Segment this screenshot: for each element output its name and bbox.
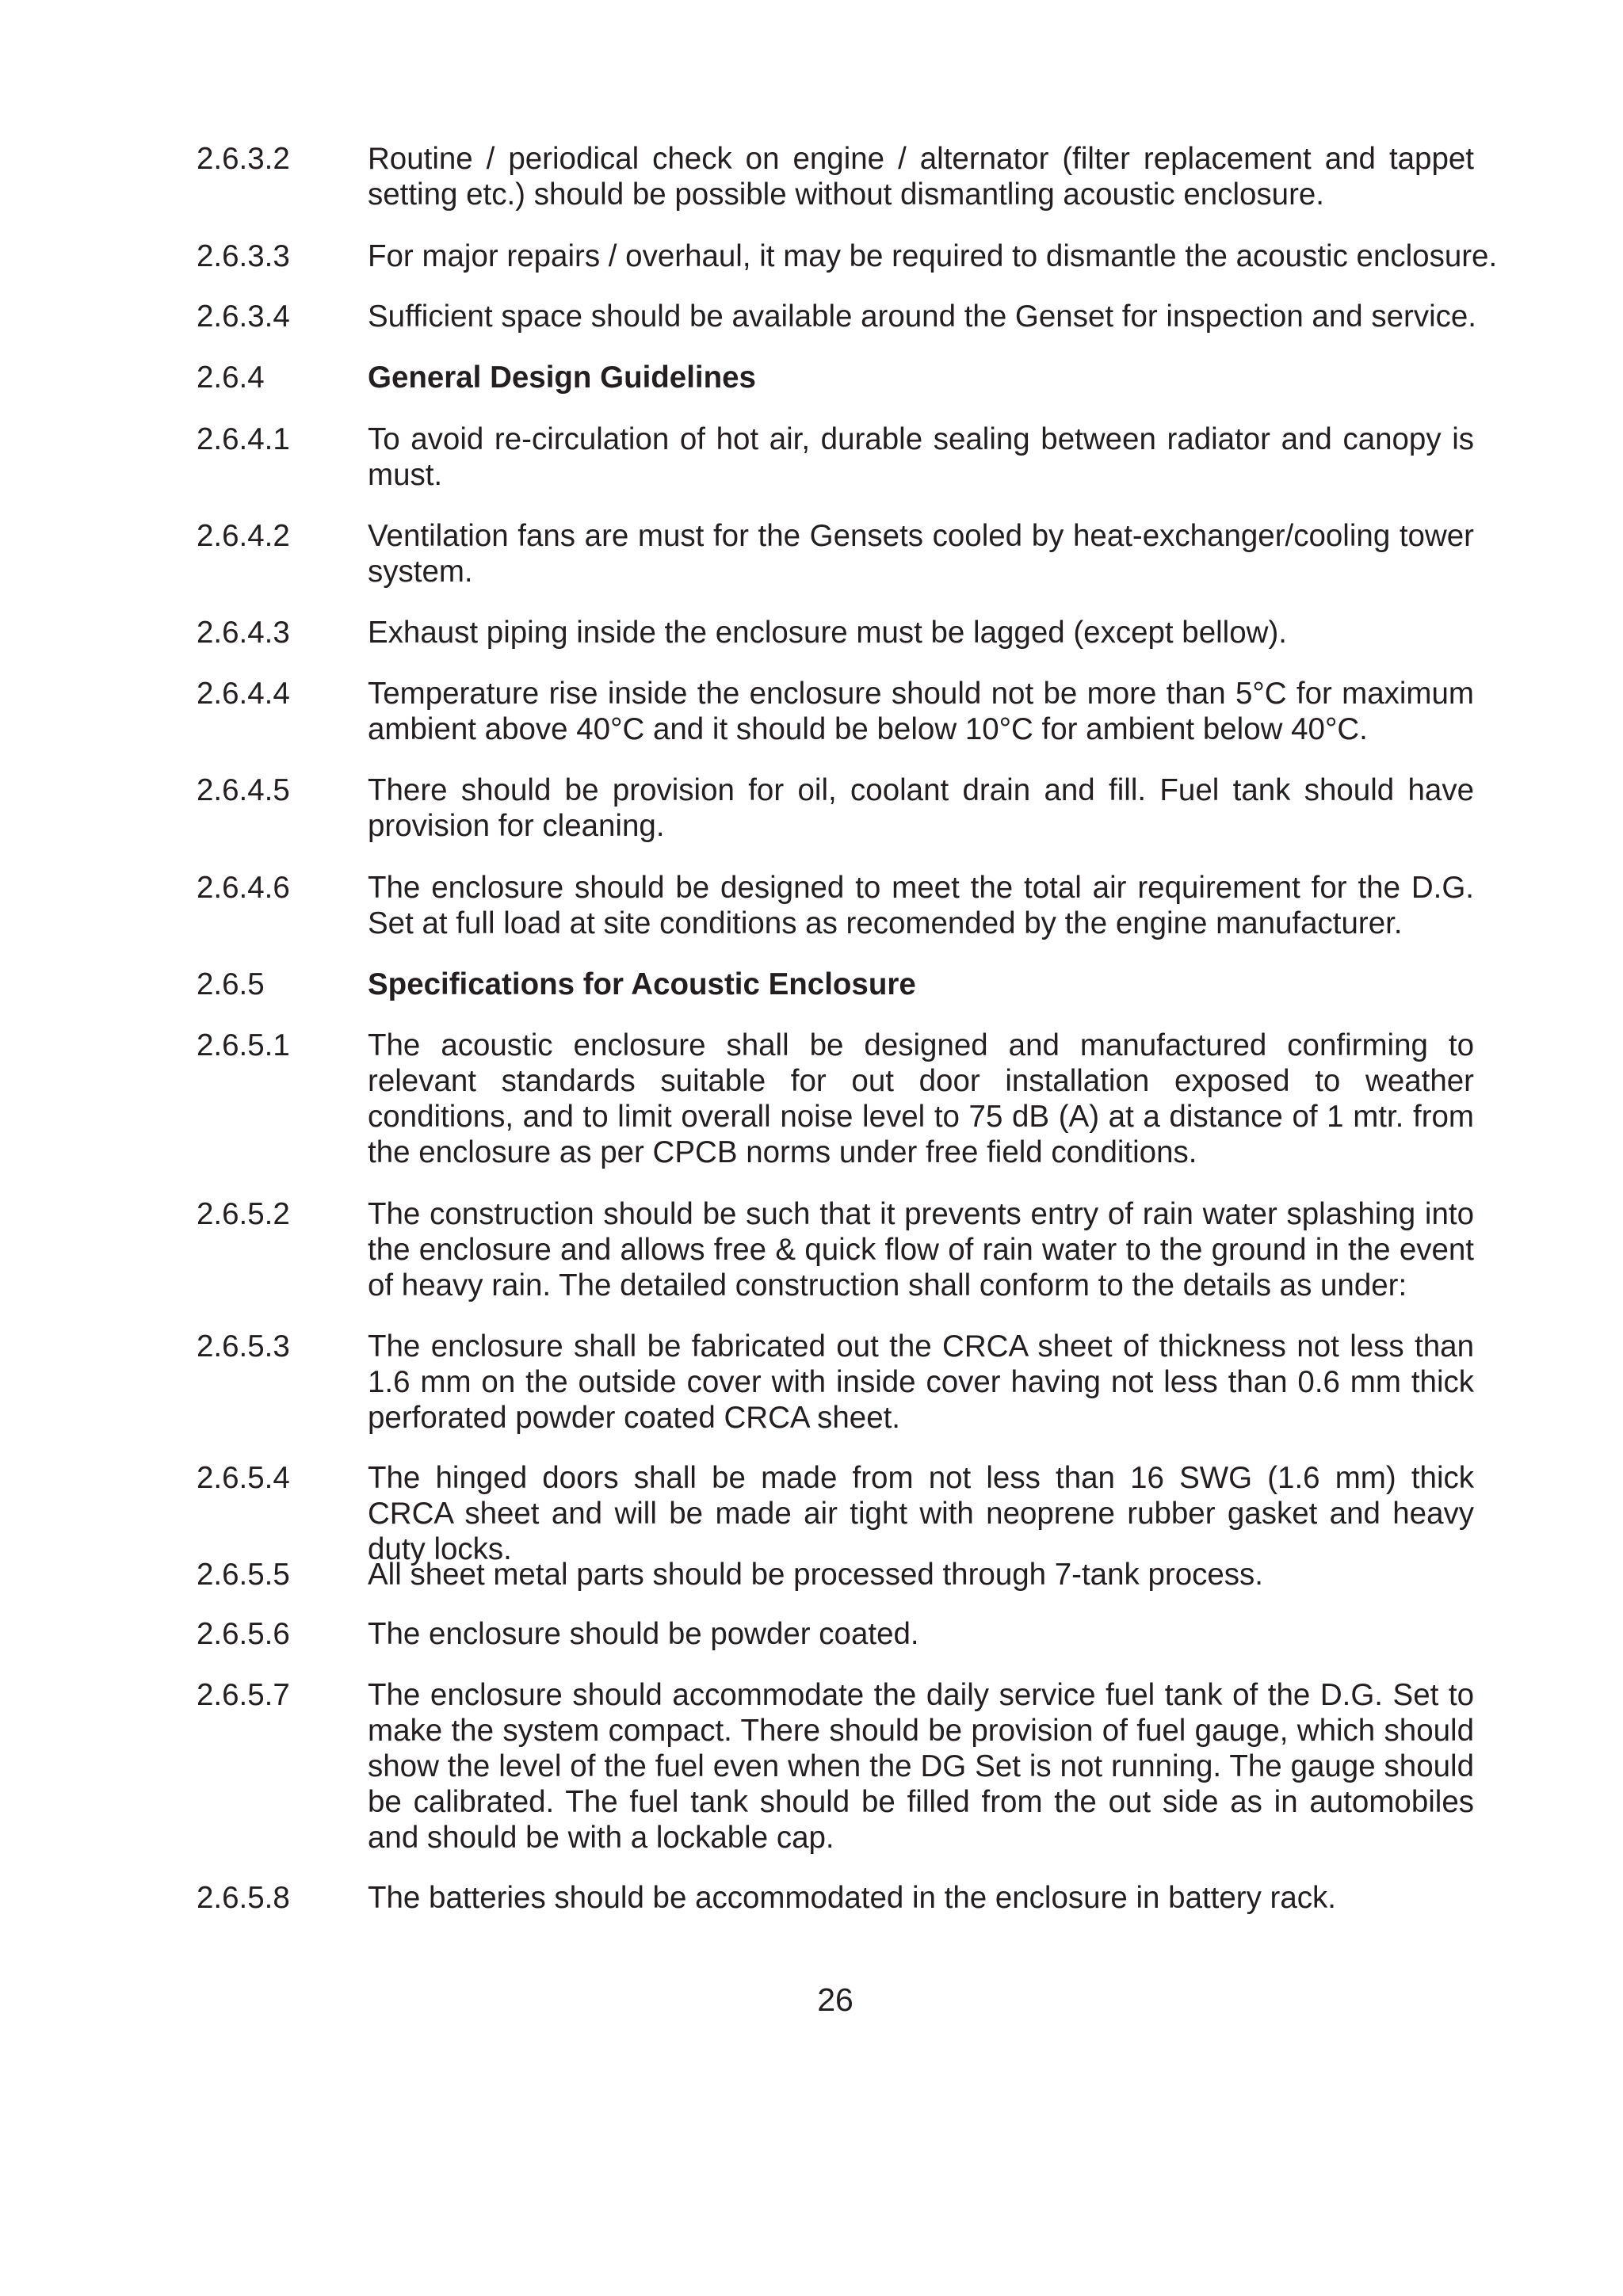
clause-text: Temperature rise inside the enclosure should not be more than 5°C for maximum ambient above 40°C and it should be below 10°C for ambient below 40°C.: [368, 677, 1474, 746]
clause-number: 2.6.4.4: [197, 677, 290, 711]
clause-text: The enclosure should accommodate the daily service fuel tank of the D.G. Set to make the system compact. There should be provision of fuel gauge, which should show the level of the fuel even when the DG Set is not running. The gauge should be calibrated. The fuel tank should be filled from the out side as in automobiles and should be with a lockable cap.: [368, 1678, 1474, 1855]
clause-text: The construction should be such that it prevents entry of rain water splashing into the enclosure and allows free & quick flow of rain water to the ground in the event of heavy rain. The detailed construction shall conform to the details as under:: [368, 1197, 1474, 1302]
clause-text: The batteries should be accommodated in the enclosure in battery rack.: [368, 1881, 1336, 1915]
clause-number: 2.6.5.7: [197, 1678, 290, 1712]
clause-number: 2.6.5.2: [197, 1197, 290, 1231]
clause-text: Ventilation fans are must for the Gensets cooled by heat-exchanger/cooling tower system.: [368, 519, 1474, 589]
clause-text: Sufficient space should be available around the Genset for inspection and service.: [368, 299, 1477, 334]
clause-text: The hinged doors shall be made from not less than 16 SWG (1.6 mm) thick CRCA sheet and will be made air tight with neoprene rubber gasket and heavy duty locks.: [368, 1461, 1474, 1566]
clause-number: 2.6.4.5: [197, 773, 290, 807]
clause-text: The enclosure should be designed to meet the total air requirement for the D.G. Set at full load at site conditions as recomended by the engine manufacturer.: [368, 871, 1474, 940]
clause-text: There should be provision for oil, coolant drain and fill. Fuel tank should have provision for cleaning.: [368, 773, 1474, 843]
clause-number: 2.6.3.4: [197, 299, 290, 334]
section-number: 2.6.4: [197, 360, 265, 395]
clause-number: 2.6.4.1: [197, 422, 290, 456]
section-title: General Design Guidelines: [368, 360, 756, 395]
clause-text: To avoid re-circulation of hot air, durable sealing between radiator and canopy is must.: [368, 422, 1474, 492]
clause-text: Routine / periodical check on engine / alternator (filter replacement and tappet setting etc.) should be possible without dismantling acoustic enclosure.: [368, 142, 1474, 212]
clause-number: 2.6.5.5: [197, 1558, 290, 1592]
clause-text: Exhaust piping inside the enclosure must be lagged (except bellow).: [368, 616, 1287, 650]
clause-number: 2.6.5.8: [197, 1881, 290, 1915]
clause-number: 2.6.5.4: [197, 1461, 290, 1495]
clause-number: 2.6.5.6: [197, 1617, 290, 1651]
clause-number: 2.6.3.3: [197, 239, 290, 273]
clause-number: 2.6.4.3: [197, 616, 290, 650]
clause-text: The enclosure should be powder coated.: [368, 1617, 919, 1651]
clause-text: The acoustic enclosure shall be designed and manufactured confirming to relevant standards suitable for out door installation exposed to weather conditions, and to limit overall noise level to 75 dB (A) at a distance of 1 mtr. from the enclosure as per CPCB norms under free field conditions.: [368, 1028, 1474, 1169]
clause-text: All sheet metal parts should be processed through 7-tank process.: [368, 1558, 1263, 1592]
section-title: Specifications for Acoustic Enclosure: [368, 967, 916, 1001]
section-number: 2.6.5: [197, 967, 265, 1001]
clause-text: For major repairs / overhaul, it may be required to dismantle the acoustic enclosure.: [368, 239, 1498, 273]
page-number: 26: [817, 1981, 854, 2018]
clause-number: 2.6.5.3: [197, 1329, 290, 1363]
clause-number: 2.6.4.6: [197, 871, 290, 905]
clause-number: 2.6.3.2: [197, 142, 290, 176]
clause-text: The enclosure shall be fabricated out the CRCA sheet of thickness not less than 1.6 mm on the outside cover with inside cover having not less than 0.6 mm thick perforated powder coated CRCA sheet.: [368, 1329, 1474, 1435]
clause-number: 2.6.5.1: [197, 1028, 290, 1062]
clause-number: 2.6.4.2: [197, 519, 290, 553]
